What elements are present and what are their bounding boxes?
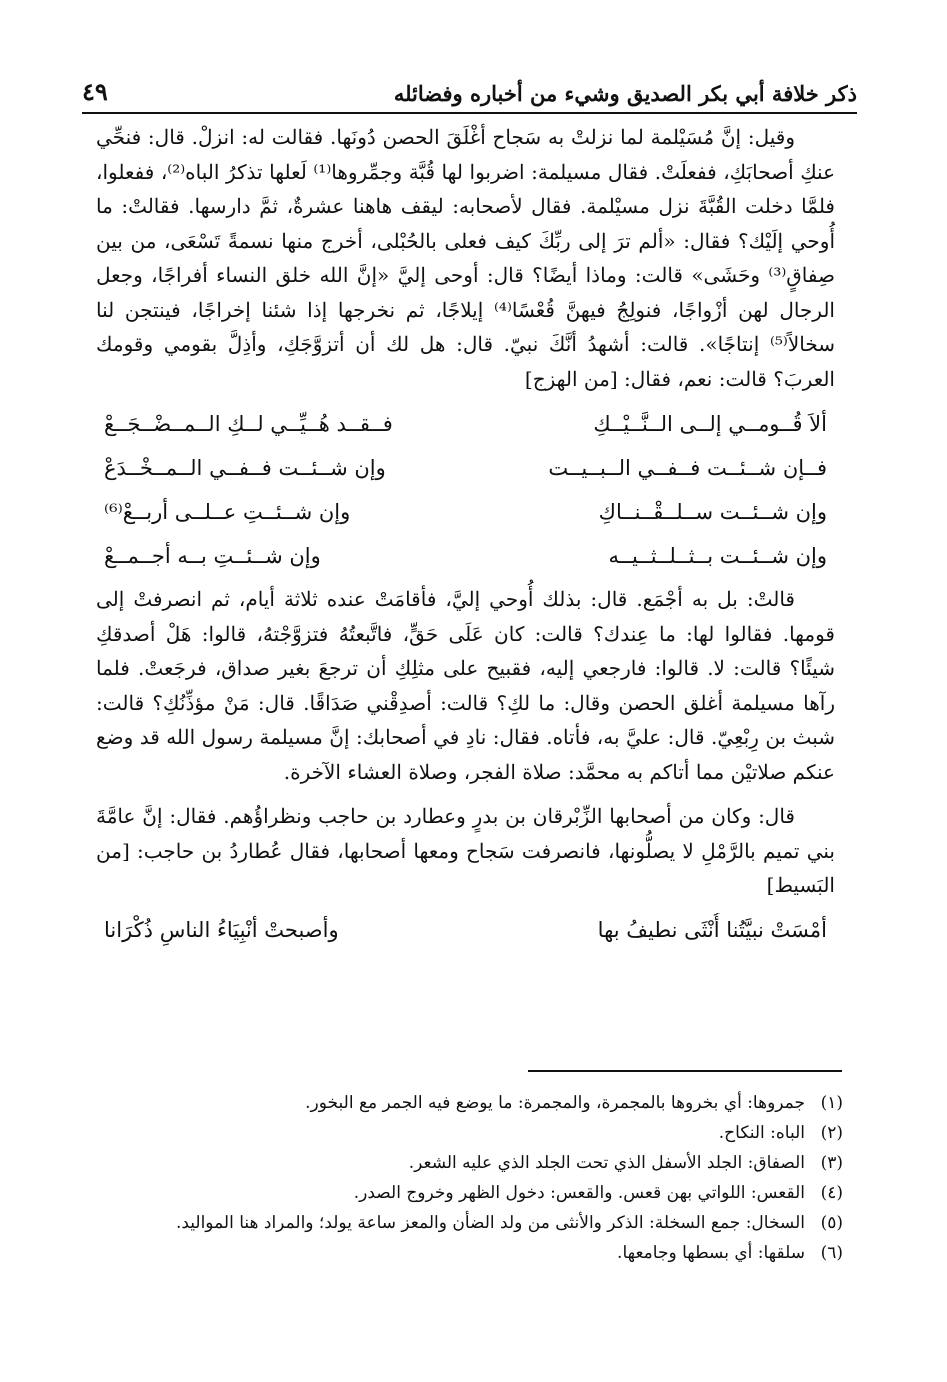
- verse-second-half: وأصبحتْ أنْبِيَاءُ الناسِ ذُكْرَانا: [104, 918, 339, 943]
- verse: [96, 534, 835, 578]
- verse: [96, 490, 835, 534]
- footnote-text: جمروها: أي بخروها بالمجمرة، والمجمرة: ما يوضع فيه الجمر مع البخور.: [305, 1093, 805, 1113]
- poem-hazaj: [96, 402, 835, 578]
- footnote-number: (٣): [820, 1153, 843, 1173]
- footnote: [96, 1088, 843, 1118]
- main-text: [96, 120, 835, 957]
- footnote: [96, 1118, 843, 1148]
- header-rule: [82, 112, 857, 114]
- footnote-number: (١): [820, 1093, 843, 1113]
- verse-second-half: وإن شــئــتِ بــه أجــمــعْ: [104, 543, 321, 568]
- verse-first-half: ألاَ قُــومــي إلــى الــنَّــيْــكِ: [593, 411, 827, 436]
- footnote-text: سلقها: أي بسطها وجامعها.: [617, 1243, 805, 1263]
- footnote-number: (٢): [820, 1123, 843, 1143]
- footnote-text: القعس: اللواتي بهن قعس. والقعس: دخول الظهر وخروج الصدر.: [353, 1183, 805, 1203]
- footnote: [96, 1148, 843, 1178]
- verse-first-half: وإن شــئــت بــثــلــثــيــه: [608, 543, 827, 568]
- footnote: [96, 1238, 843, 1268]
- verse-second-half: فــقــد هُــيِّــي لــكِ الــمــضْــجَــعْ: [104, 411, 393, 436]
- footnote-rule: [528, 1070, 842, 1072]
- footnote-number: (٦): [820, 1243, 843, 1263]
- verse-first-half: فــإن شــئــت فــفــي الــبــيــت: [548, 455, 827, 480]
- paragraph-2: قالتْ: بل به أجْمَع. قال: بذلك أُوحي إليَّ، فأقامَتْ عنده ثلاثة أيام، ثم انصرفتْ إلى قومها. فقالوا لها: ما عِندك؟ قالت: كان عَلَى حَقٍّ، فاتَّبعتُهُ فتزوَّجْتهُ، قالوا: هَلْ أصدقكِ شيئًا؟ قالت: لا. قالوا: فارجعي إليه، فقبيح على مثلِكِ أن ترجعَ بغير صداق، فرجَعتْ. فلما رآها مسيلمة أغلق الحصن وقال: ما لكِ؟ قالت: أصدِقْني صَدَاقًا. قال: مَنْ مؤذِّنُكِ؟ قالت: شبث بن رِبْعِيّ. قال: عليَّ به، فأتاه. فقال: نادِ في أصحابك: إنَّ مسيلمة رسول الله قد وضع عنكم صلاتيْن مما أتاكم به محمَّد: صلاة الفجر، وصلاة العشاء الآخرة.: [96, 587, 836, 784]
- footnote-number: (٤): [820, 1183, 843, 1203]
- verse: [96, 402, 835, 446]
- footnote-text: الصفاق: الجلد الأسفل الذي تحت الجلد الذي عليه الشعر.: [408, 1153, 805, 1173]
- paragraph-1: وقيل: إنَّ مُسَيْلمة لما نزلتْ به سَجاح أغْلَقَ الحصن دُونَها. فقالت له: انزلْ. قال: فنحِّي عنكِ أصحابَكِ، ففعلَتْ. فقال مسيلمة: اضربوا لها قُبَّة وجمِّروها⁽¹⁾ لَعلها تذكرُ الباه⁽²⁾، ففعلوا، فلمَّا دخلت القُبَّةَ نزل مسيْلمة. فقال لأصحابه: ليقف هاهنا عشرةٌ، ثمَّ دارسها. فقالتْ: ما أُوحي إلَيْك؟ فقال: «ألم ترَ إلى ربِّكَ كيف فعلى بالحُبْلى، أخرج منها نسمةً تَسْعَى، من بين صِفاقٍ⁽³⁾ وحَشَى» قالت: وماذا أيضًا؟ قال: أوحى إليَّ «إنَّ الله خلق النساء أفراجًا، وجعل الرجال لهن أزْواجًا، فنولِجُ فيهنَّ قُعْسًا⁽⁴⁾ إيلاجًا، ثم نخرجها إذا شئنا إخراجًا، فينتجن لنا سخالاً⁽⁵⁾ إنتاجًا». قالت: أشهدُ أنَّكَ نبيّ. قال: هل لك أن أتزوَّجَكِ، وأذِلَّ بقومي وقومك العربَ؟ قالت: نعم، فقال: [من الهزج]: [96, 125, 836, 391]
- verse-second-half: وإن شــئــت فــفــي الــمــخْــدَعْ: [104, 455, 386, 480]
- footnote: [96, 1178, 843, 1208]
- footnote-text: الباه: النكاح.: [718, 1123, 805, 1143]
- footnote-number: (٥): [820, 1213, 843, 1233]
- footnote-text: السخال: جمع السخلة: الذكر والأنثى من ولد الضأن والمعز ساعة يولد؛ والمراد هنا المواليد.: [175, 1213, 805, 1233]
- page-number: ٤٩: [82, 77, 108, 106]
- page-header: [82, 66, 857, 106]
- running-title: ذكر خلافة أبي بكر الصديق وشيء من أخباره وفضائله: [393, 81, 857, 106]
- poem-basit: [96, 909, 835, 953]
- footnote: [96, 1208, 843, 1238]
- verse: [96, 446, 835, 490]
- verse-first-half: أمْسَتْ نبيَّتُنا أُنْثَى نطيفُ بها: [597, 918, 827, 943]
- verse: [96, 909, 835, 953]
- verse-first-half: وإن شــئــت ســلــقْــنــاكِ: [598, 499, 827, 524]
- verse-second-half: وإن شــئــتِ عــلــى أربــعْ⁽⁶⁾: [104, 499, 351, 524]
- paragraph-3: قال: وكان من أصحابها الزِّبْرقان بن بدرٍ وعطارد بن حاجب ونظراؤُهم. فقال: إنَّ عامَّةَ بني تميم بالرَّمْلِ لا يصلُّونها، فانصرفت سَجاح ومعها أصحابها، فقال عُطاردُ بن حاجب: [من البَسيط]: [96, 804, 835, 897]
- footnotes: [96, 1088, 843, 1268]
